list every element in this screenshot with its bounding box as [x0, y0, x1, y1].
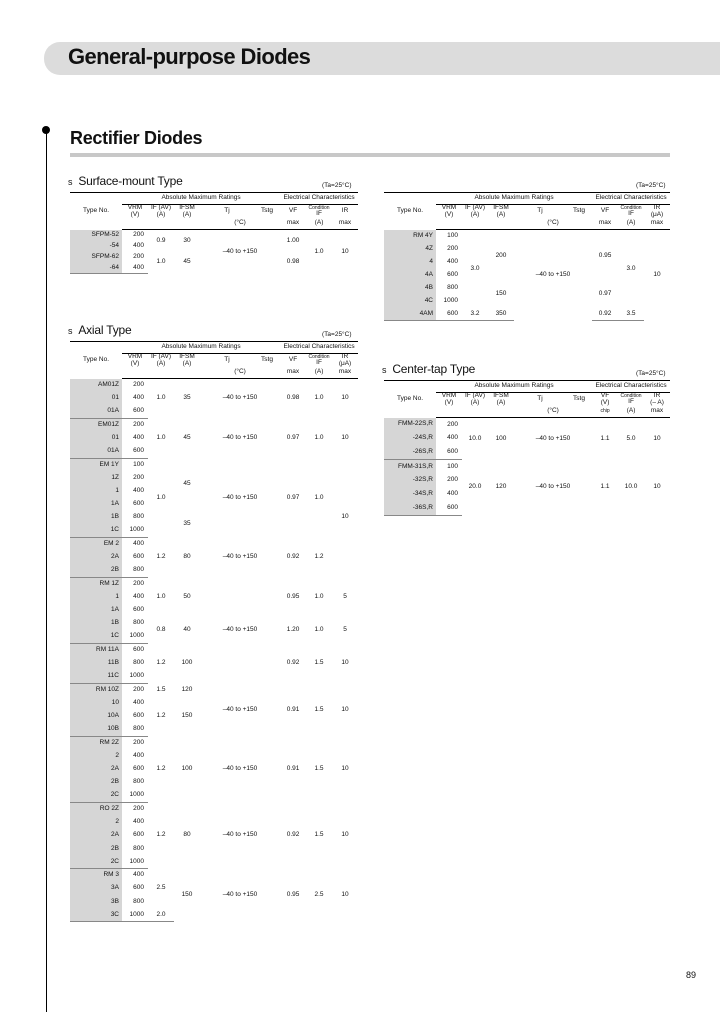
vrm-cell: 800	[133, 659, 144, 667]
page-title: General-purpose Diodes	[68, 44, 311, 69]
col-ifsm: IFSM	[179, 204, 195, 211]
value-cell: 10	[341, 513, 349, 521]
type-no-cell: 2B	[70, 776, 122, 789]
type-no-cell: EM 2	[70, 538, 122, 551]
table-row: -54 400	[70, 241, 358, 252]
vrm-cell: 600	[133, 606, 144, 614]
table-row	[70, 683, 358, 696]
vrm-cell: 400	[133, 592, 144, 600]
value-cell: 80	[183, 553, 191, 561]
value-cell: 0.91	[286, 765, 300, 773]
table-row: SFPM-52 200 0.9 30 –40 to +150 1.00 1.0 10	[70, 230, 358, 241]
unit-v: (V)	[130, 210, 140, 218]
table-row: -26S,R 600	[384, 446, 670, 460]
vrm-cell: 200	[133, 805, 144, 813]
type-no-cell: 1B	[70, 511, 122, 524]
amr-header: Absolute Maximum Ratings	[122, 193, 280, 205]
type-no-cell: 10B	[70, 723, 122, 736]
vrm-cell: 800	[133, 513, 144, 521]
value-cell: 1.5	[156, 685, 166, 693]
col-if: IF (AV)	[150, 204, 172, 211]
type-no-cell: 2B	[70, 842, 122, 855]
value-cell: 10	[341, 705, 349, 713]
value-cell: 1.0	[156, 394, 166, 402]
value-cell: 10	[341, 433, 349, 441]
value-cell: 100	[181, 659, 193, 667]
type-no-cell: RM 3	[70, 869, 122, 882]
value-cell: 10	[341, 394, 349, 402]
vrm-cell: 600	[122, 445, 148, 458]
value-cell: 1.5	[314, 705, 324, 713]
col-type-no: Type No.	[70, 193, 122, 230]
type-no-cell: 01	[70, 392, 122, 405]
axial-heading: s Axial Type	[68, 323, 132, 337]
value-cell: 0.97	[286, 493, 300, 501]
vrm-cell: 800	[133, 778, 144, 786]
type-no-cell: RM 1Z	[70, 577, 122, 590]
rm4-ta-note: (Ta=25°C)	[636, 182, 666, 189]
col-tj: Tj	[224, 207, 230, 215]
value-cell: 45	[183, 433, 191, 441]
unit-a: (A)	[156, 210, 166, 218]
header-row	[70, 193, 358, 205]
table-row: RM 4Y 100 3.0 200 –40 to +150 0.95 3.0 10	[384, 230, 670, 243]
vrm-cell: 800	[122, 564, 148, 577]
ec-header: Electrical Characteristics	[280, 193, 358, 205]
value-cell: 0.97	[286, 433, 300, 441]
table-row: 4Z 200	[384, 243, 670, 256]
value-cell: 0.92	[286, 831, 300, 839]
center-tap-table: Type No. Absolute Maximum Ratings Electrical Characteristics VRM (V) IF (AV) (A) IFSM (A) Tj Tstg VF (V) Condition IF IR (– A) (°C) chip (A) max FMM-22S,R 200 10.0 100 –40 to +150 1.1 5.0 10 -24S,R 400 -26S,R 600 FMM-31S,R 100 20.0 120 –40 to +150 1.1 10.0 10 -32S,R 200 -34S,R 400 -36S,R 600	[384, 380, 670, 516]
value-cell: 1.2	[156, 765, 166, 773]
page-number: 89	[686, 970, 697, 980]
margin-dot	[42, 126, 50, 134]
surface-mount-table	[70, 192, 358, 274]
value-cell: –40 to +150	[222, 626, 258, 633]
vrm-cell: 200	[133, 579, 144, 587]
value-cell: –40 to +150	[222, 433, 258, 441]
table-row: FMM-31S,R 100 20.0 120 –40 to +150 1.1 10.0 10	[384, 460, 670, 474]
table-row	[70, 803, 358, 816]
value-cell: 0.91	[286, 705, 300, 713]
value-cell: 1.5	[314, 659, 324, 667]
vrm-cell: 400	[133, 698, 144, 706]
value-cell: 10	[341, 659, 349, 667]
value-cell: 100	[181, 765, 193, 773]
vrm-cell: 200	[133, 420, 144, 428]
vrm-cell: 600	[133, 831, 144, 839]
table-row: 4 400	[384, 256, 670, 269]
value-cell: 80	[183, 831, 191, 839]
vrm-cell: 600	[122, 405, 148, 418]
table-row: -24S,R 400	[384, 432, 670, 446]
value-cell: –40 to +150	[222, 765, 258, 773]
table-row	[70, 418, 358, 431]
table-row: 4A 600	[384, 269, 670, 282]
vrm-cell: 400	[133, 751, 144, 759]
axial-table: Type No. Absolute Maximum Ratings Electrical Characteristics VRM (V) IF (AV) (A) IFSM (A) Tj Tstg VF Condition IF IR (μA) (°C) max (A) max AM01Z 200 1.0 35 –40 to +150 0.98 1.0 10 01 400 01A 600 EM01Z 200 1.0 45 –40 to +150 0.97 1.0 10 01 400 01A 600 EM 1Y 100 1.0 45 –40 to +150 0.97 1.0 10 1Z 200 1 400 1A 600 1B 800 35 1C 1000 EM 2 400 1.2 80 –40 to +150 0.92 1.2 2A 600 2B 800 RM 1Z 200 1.0 50 –40 to +150 0.95 1.0 5 1 400 1A 600 1B 800 0.8 40 1.20 1.0 5 1C 1000 RM 11A 600 1.2 100 0.92 1.5 10 11B 800 11C 1000 RM 10Z 200 1.5 120 –40 to +150 0.91 1.5 10 10 400 1.2 150 10A 600 10B 800 RM 2Z 200 1.2 100 –40 to +150 0.91 1.5 10 2 400 2A 600 2B 800 2C 1000 RO 2Z 200 1.2 80 –40 to +150 0.92 1.5 10 2 400 2A 600 2B 800 2C 1000 RM 3 400 2.5 150 –40 to +150 0.95 2.5 10 3A 600 3B 800 3C 1000 2.0	[70, 341, 358, 922]
value-cell: 1.0	[314, 626, 324, 633]
value-cell: 10	[341, 891, 349, 898]
value-cell: 1.0	[314, 394, 324, 402]
value-cell: 2.0	[148, 909, 174, 922]
type-no-cell: 01	[70, 432, 122, 445]
type-no-cell: 11B	[70, 657, 122, 670]
vrm-cell: 800	[122, 723, 148, 736]
vrm-cell: 600	[133, 884, 144, 892]
col-cond-if: IF	[316, 209, 322, 217]
max-ir: max	[332, 218, 358, 230]
type-no-cell: 1Z	[70, 471, 122, 484]
surface-ta-note: (Ta=25°C)	[322, 182, 352, 189]
type-no-cell: EM 1Y	[70, 458, 122, 471]
value-cell: 150	[181, 891, 193, 898]
vrm-cell: 800	[133, 897, 144, 905]
type-no-cell: 2A	[70, 763, 122, 776]
vrm-cell: 400	[133, 486, 144, 494]
vrm-cell: 200	[133, 685, 144, 693]
vrm-cell: 200	[133, 473, 144, 481]
surface-mount-heading: s Surface-mount Type	[68, 174, 183, 188]
type-no-cell: 10	[70, 697, 122, 710]
vrm-cell: 1000	[122, 789, 148, 802]
value-cell: 1.0	[156, 433, 166, 441]
vrm-cell: 200	[133, 738, 144, 746]
value-cell: 1.2	[156, 712, 166, 720]
value-cell: 1.2	[156, 553, 166, 561]
value-cell: 2.5	[314, 891, 324, 898]
col-tstg: Tstg	[261, 207, 273, 215]
vrm-cell: 600	[133, 712, 144, 720]
unit-a: (A)	[306, 218, 332, 230]
value-cell: 5	[343, 626, 347, 633]
vrm-cell: 400	[133, 394, 144, 402]
unit-c: (°C)	[200, 218, 280, 230]
type-no-cell: 1A	[70, 604, 122, 617]
value-cell: 1.2	[156, 831, 166, 839]
table-row	[70, 577, 358, 590]
value-cell: 1.0	[156, 592, 166, 600]
type-no-cell: RO 2Z	[70, 803, 122, 816]
value-cell: 120	[181, 685, 193, 693]
type-no-cell: RM 10Z	[70, 683, 122, 696]
bullet-s: s	[68, 177, 73, 187]
type-no-cell: 3C	[70, 909, 122, 922]
vrm-cell: 1000	[122, 630, 148, 643]
table-row: 4AM 600 3.2 350 0.92 3.5	[384, 308, 670, 321]
vrm-cell: 1000	[122, 856, 148, 869]
col-vf: VF	[288, 207, 298, 215]
type-no-cell: 2	[70, 750, 122, 763]
section-underline	[70, 153, 670, 157]
table-row	[70, 538, 358, 551]
value-cell: 0.95	[286, 592, 300, 600]
value-cell: –40 to +150	[222, 831, 258, 839]
value-cell: 0.98	[286, 394, 300, 402]
value-cell: 35	[183, 394, 191, 402]
value-cell: –40 to +150	[222, 553, 258, 561]
type-no-cell: 1A	[70, 498, 122, 511]
vrm-cell: 1000	[122, 524, 148, 537]
vrm-cell: 400	[133, 871, 144, 879]
type-no-cell: 2C	[70, 856, 122, 869]
type-no-cell: 1C	[70, 630, 122, 643]
value-cell: 1.0	[314, 592, 324, 600]
col-ir: IR	[341, 207, 349, 215]
rm4-table: Type No. Absolute Maximum Ratings Electrical Characteristics VRM (V) IF (AV) (A) IFSM (A) Tj Tstg VF Condition IF IR (μA) (°C) max (A) max RM 4Y 100 3.0 200 –40 to +150 0.95 3.0 10 4Z 200 4 400 4A 600 4B 800 150 0.97 4C 1000 4AM 600 3.2 350 0.92 3.5	[384, 192, 670, 321]
vrm-cell: 400	[133, 818, 144, 826]
value-cell: 150	[181, 712, 193, 720]
table-row: SFPM-62 200 1.0 45 0.98	[70, 252, 358, 263]
value-cell: 40	[183, 626, 191, 633]
vrm-cell: 800	[133, 619, 144, 627]
vrm-cell: 600	[133, 553, 144, 561]
vrm-cell: 100	[133, 460, 144, 468]
value-cell: 1.0	[314, 493, 324, 501]
type-no-cell: 1	[70, 485, 122, 498]
type-no-cell: 1	[70, 591, 122, 604]
col-vrm: VRM	[127, 204, 143, 211]
value-cell: 45	[183, 480, 191, 488]
value-cell: 0.95	[286, 891, 300, 898]
type-no-cell: 01A	[70, 405, 122, 418]
table-row: -36S,R 600	[384, 502, 670, 516]
center-ta-note: (Ta=25°C)	[636, 370, 666, 377]
type-no-cell: 1B	[70, 617, 122, 630]
center-tap-heading: s Center-tap Type	[382, 362, 476, 376]
type-no-cell: EM01Z	[70, 418, 122, 431]
value-cell: 1.0	[314, 433, 324, 441]
value-cell: 1.0	[156, 493, 166, 501]
type-no-cell: 2B	[70, 564, 122, 577]
vrm-cell: 600	[133, 646, 144, 654]
table-row: 4C 1000	[384, 295, 670, 308]
table-row: -32S,R 200	[384, 474, 670, 488]
max-vf: max	[280, 218, 306, 230]
value-cell: 1.2	[314, 553, 324, 561]
type-no-cell: 3A	[70, 882, 122, 895]
vrm-cell: 600	[133, 500, 144, 508]
table-row	[70, 869, 358, 882]
table-row	[70, 458, 358, 471]
value-cell: 5	[343, 592, 347, 600]
value-cell: 1.5	[314, 831, 324, 839]
value-cell: 2.5	[156, 884, 166, 892]
axial-ta-note: (Ta=25°C)	[322, 331, 352, 338]
table-row: -64 400	[70, 263, 358, 274]
type-no-cell: 2A	[70, 829, 122, 842]
unit-a: (A)	[182, 210, 192, 218]
table-row	[70, 379, 358, 392]
section-title: Rectifier Diodes	[70, 128, 203, 148]
vrm-cell: 200	[133, 381, 144, 389]
value-cell: 1.20	[286, 626, 300, 633]
value-cell: –40 to +150	[222, 394, 258, 402]
type-no-cell: 2C	[70, 789, 122, 802]
type-no-cell: 3B	[70, 895, 122, 908]
type-no-cell: 01A	[70, 445, 122, 458]
value-cell: 35	[183, 520, 191, 527]
table-row	[70, 736, 358, 749]
table-row: -34S,R 400	[384, 488, 670, 502]
value-cell: 0.92	[286, 659, 300, 667]
type-no-cell: RM 11A	[70, 644, 122, 657]
value-cell: 1.2	[156, 659, 166, 667]
table-row: FMM-22S,R 200 10.0 100 –40 to +150 1.1 5.0 10	[384, 418, 670, 432]
vrm-cell: 1000	[122, 909, 148, 922]
value-cell: 10	[341, 831, 349, 839]
value-cell: 1.5	[314, 765, 324, 773]
value-cell: 0.92	[286, 553, 300, 561]
vrm-cell: 800	[133, 844, 144, 852]
col-cond: Condition	[308, 204, 330, 211]
vrm-cell: 400	[133, 540, 144, 548]
value-cell: –40 to +150	[222, 891, 258, 898]
vrm-cell: 1000	[122, 670, 148, 683]
vrm-cell: 600	[133, 765, 144, 773]
table-row: 4B 800 150 0.97	[384, 282, 670, 295]
vrm-cell: 400	[133, 433, 144, 441]
type-no-cell: 2A	[70, 551, 122, 564]
type-no-cell: 2	[70, 816, 122, 829]
value-cell: 10	[341, 765, 349, 773]
value-cell: –40 to +150	[222, 705, 258, 713]
value-cell: 50	[183, 592, 191, 600]
type-no-cell: AM01Z	[70, 379, 122, 392]
value-cell: –40 to +150	[222, 493, 258, 501]
type-no-cell: 1C	[70, 524, 122, 537]
margin-rule	[46, 130, 47, 1012]
type-no-cell: 10A	[70, 710, 122, 723]
value-cell: 0.8	[156, 626, 166, 633]
type-no-cell: RM 2Z	[70, 736, 122, 749]
type-no-cell: 11C	[70, 670, 122, 683]
